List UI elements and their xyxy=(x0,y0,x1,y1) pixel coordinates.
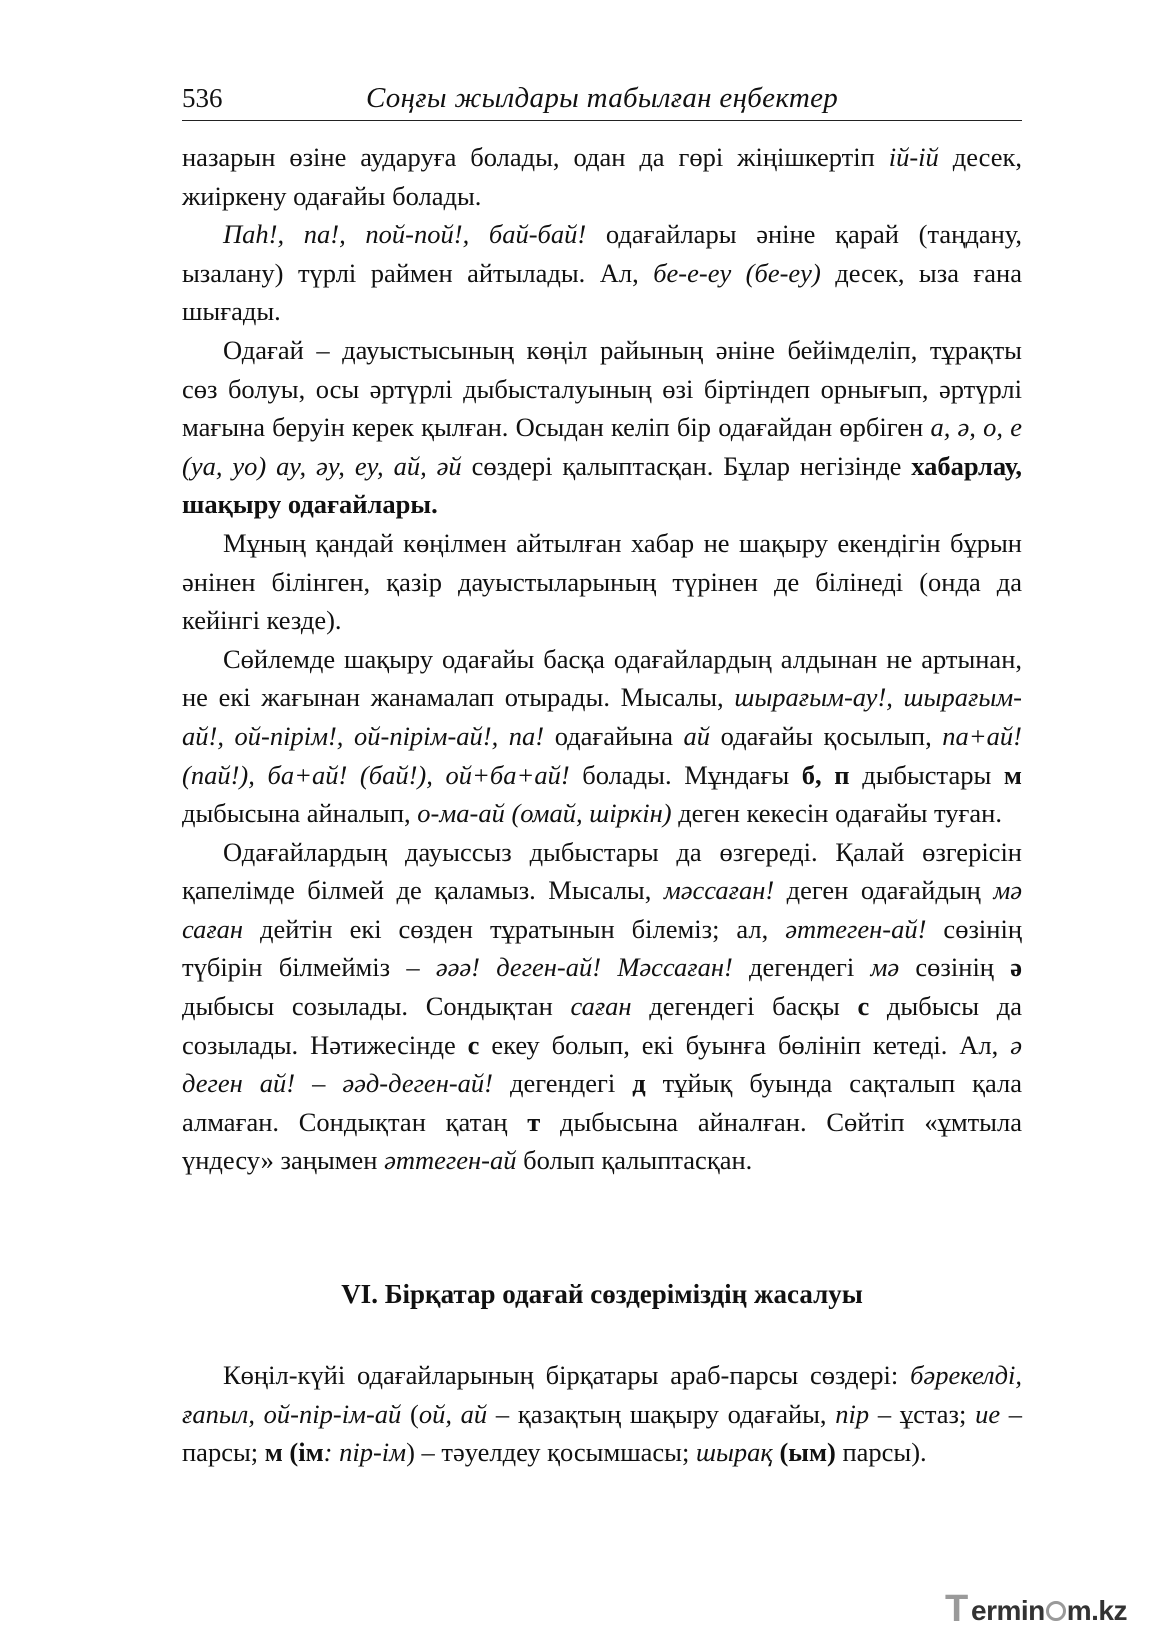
paragraph-5: Сөйлемде шақыру одағайы басқа одағайлардың алдынан не артынан, не екі жағынан жанамалап отырады. Мысалы, шырағым-ау!, шырағым-ай!, ой-пірім!, ой-пірім-ай!, па! одағайына ай одағайы қосылып, па+ай! (пай!), ба+ай! (бай!), ой+ба+ай! болады. Мұндағы б, п дыбыстары м дыбысына айналып, о-ма-ай (омай, шіркін) деген кекесін одағайы туған. xyxy=(182,643,1022,829)
paragraph-6: Одағайлардың дауыссыз дыбыстары да өзгереді. Қалай өзгерісін қапелімде білмей де қаламыз. Мысалы, мәссаған! деген одағайдың мә саған дейтін екі сөзден тұратынын білеміз; ал, әттеген-ай! сөзінің түбірін білмейміз – әәә! деген-ай! Мәссаған! дегендегі мә сөзінің ә дыбысы созылады. Сондықтан саған дегендегі басқы с дыбысы да созылады. Нәтижесінде с екеу болып, екі буынға бөлініп кетеді. Ал, ә деген ай! – әәд-деген-ай! дегендегі д тұйық буында сақталып қала алмаған. Сондықтан қатаң т дыбысына айналған. Сөйтіп «ұмтыла үндесу» заңымен әттеген-ай болып қалыптасқан. xyxy=(182,836,1023,1176)
watermark-text: ermin m.kz xyxy=(971,1595,1127,1626)
watermark-t-letter: T xyxy=(945,1588,969,1630)
section-text xyxy=(182,1356,1022,1472)
paragraph-3: Одағай – дауыстысының көңіл райының әніне бейімделіп, тұрақты сөз болуы, осы әртүрлі дыбысталуының өзі біртіндеп орнығып, әртүрлі мағына беруін керек қылған. Осыдан келіп бір одағайдан өрбіген а, ә, о, е (уа, уо) ау, әу, еу, ай, әй сөздері қалыптасқан. Бұлар негізінде хабарлау, шақыру одағайлары. xyxy=(182,334,1022,520)
paragraph-4: Мұның қандай көңілмен айтылған хабар не шақыру екендігін бұрын әнінен білінген, қазір дауыстыларының түрінен де білінеді (онда да кейінгі кезде). xyxy=(182,527,1022,636)
termincom-watermark-logo xyxy=(945,1590,1145,1630)
running-title: Соңғы жылдары табылған еңбектер xyxy=(365,82,839,114)
main-text xyxy=(182,138,1022,1180)
watermark-circle-icon xyxy=(1046,1601,1066,1621)
paragraph-2: Паһ!, па!, пой-пой!, бай-бай! одағайлары әніне қарай (таңдану, ызалану) түрлі раймен айтылады. Ал, бе-е-еу (бе-еу) десек, ыза ғана шығады. xyxy=(182,219,1022,327)
section-heading: VI. Бірқатар одағай сөздеріміздің жасалуы xyxy=(341,1279,863,1309)
paragraph-1: назарын өзіне аударуға болады, одан да гөрі жіңішкертіп ій-ій десек, жиіркену одағайы болады. xyxy=(182,142,1022,211)
running-header xyxy=(182,80,1022,121)
page-number: 536 xyxy=(182,83,223,113)
paragraph-7: Көңіл-күйі одағайларының бірқатары араб-парсы сөздері: бәрекелді, ғапыл, ой-пір-ім-ай (ой, ай – қазақтың шақыру одағайы, пір – ұстаз; ие – парсы; м (ім: пір-ім) – тәуелдеу қосымшасы; шырақ (ым) парсы). xyxy=(182,1360,1023,1468)
